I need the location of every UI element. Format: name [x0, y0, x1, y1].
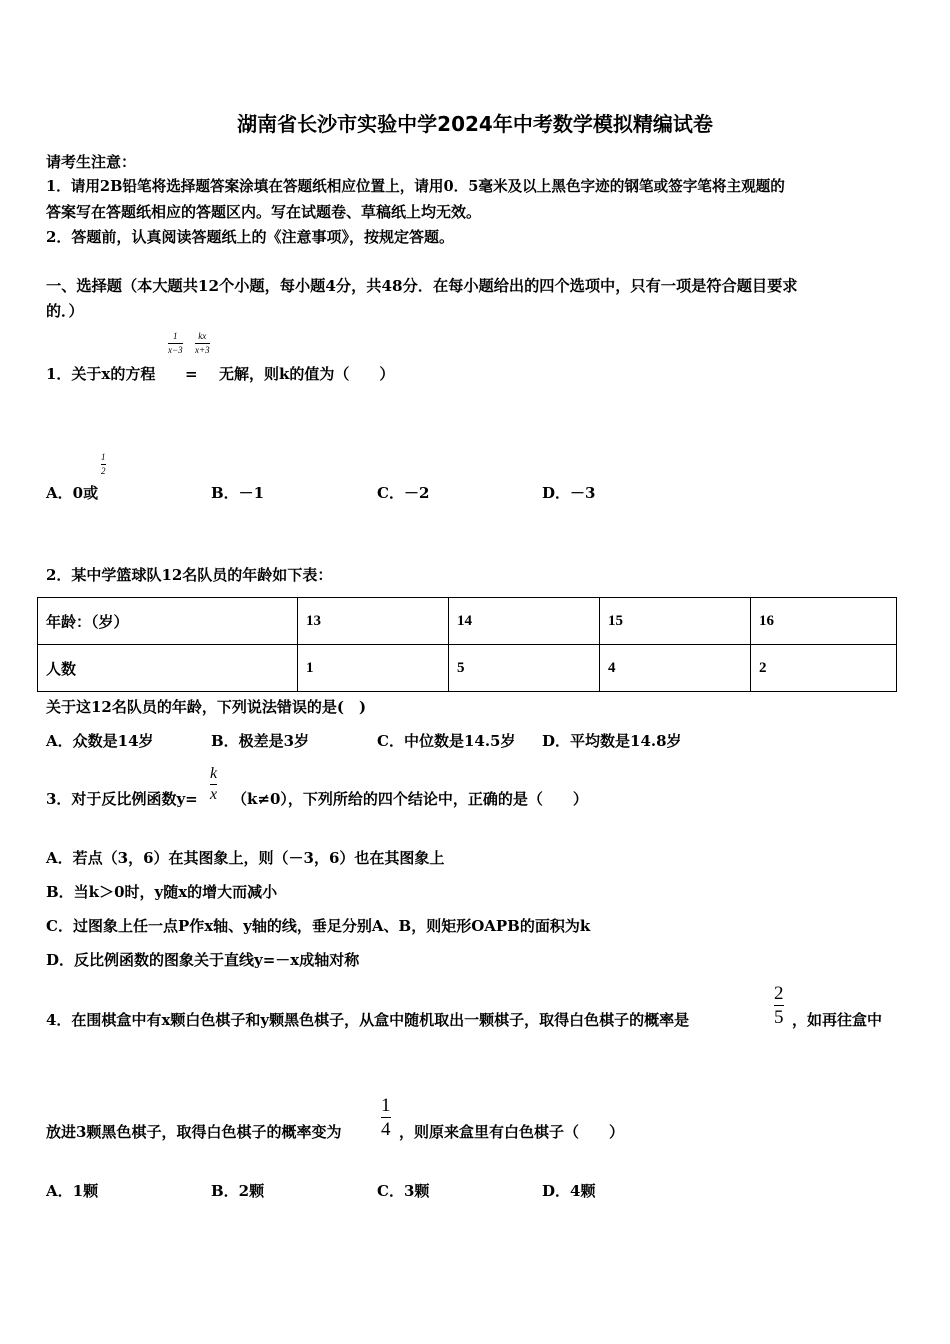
q4-line-1-end: ，如再往盒中 — [792, 1011, 883, 1029]
table-cell: 16 — [751, 598, 897, 645]
q2-option-a: A．众数是14岁 — [46, 732, 154, 750]
q3-option-b: B．当k＞0时，y随x的增大而减小 — [46, 883, 278, 901]
q1-fraction-2 — [195, 332, 210, 355]
q1-fraction-2-den: x+3 — [195, 345, 210, 355]
table-cell: 年龄：（岁） — [38, 598, 298, 645]
q1-option-a-frac-num: 1 — [101, 452, 106, 462]
q2-option-d: D．平均数是14.8岁 — [542, 732, 682, 750]
q4-fraction-1-num: 2 — [774, 983, 784, 1004]
table-cell: 4 — [600, 645, 751, 692]
q1-option-a: A．0或 — [46, 484, 99, 502]
q4-line-1: 4．在围棋盒中有x颗白色棋子和y颗黑色棋子，从盒中随机取出一颗棋子，取得白色棋子的概率是 — [46, 1011, 690, 1029]
q1-stem-prefix: 1．关于x的方程 — [46, 365, 156, 383]
q3-fraction — [210, 766, 217, 803]
notice-line-1b: 答案写在答题纸相应的答题区内。写在试题卷、草稿纸上均无效。 — [46, 203, 482, 221]
table-cell: 1 — [298, 645, 449, 692]
q4-line-2-end: ，则原来盒里有白色棋子（ ） — [399, 1123, 625, 1141]
q2-option-c: C．中位数是14.5岁 — [377, 732, 516, 750]
q1-fraction-1-den: x−3 — [168, 345, 183, 355]
q1-option-a-frac-den: 2 — [101, 466, 106, 476]
notice-heading: 请考生注意： — [46, 153, 137, 171]
table-cell: 14 — [449, 598, 600, 645]
table-row — [38, 598, 897, 645]
section-heading: 一、选择题（本大题共12个小题，每小题4分，共48分．在每小题给出的四个选项中，只有一项是符合题目要求 — [46, 277, 798, 295]
q2-option-b: B．极差是3岁 — [211, 732, 310, 750]
q4-fraction-2-num: 1 — [381, 1095, 391, 1116]
q3-option-d: D．反比例函数的图象关于直线y=－x成轴对称 — [46, 951, 360, 969]
q4-fraction-2 — [381, 1096, 391, 1139]
q4-line-2: 放进3颗黑色棋子，取得白色棋子的概率变为 — [46, 1123, 342, 1141]
table-cell: 2 — [751, 645, 897, 692]
q1-option-b: B．－1 — [211, 484, 265, 502]
table-cell: 13 — [298, 598, 449, 645]
q3-option-a: A．若点（3，6）在其图象上，则（－3，6）也在其图象上 — [46, 849, 445, 867]
q2-stem: 2．某中学篮球队12名队员的年龄如下表： — [46, 566, 333, 584]
q1-equals: = — [185, 365, 198, 383]
table-cell: 5 — [449, 645, 600, 692]
q3-fraction-den: x — [210, 786, 218, 803]
notice-line-2: 2．答题前，认真阅读答题纸上的《注意事项》，按规定答题。 — [46, 228, 454, 246]
q1-option-d: D．－3 — [542, 484, 596, 502]
q4-option-a: A．1颗 — [46, 1182, 99, 1200]
q1-fraction-1-num: 1 — [173, 331, 178, 341]
age-table — [37, 597, 897, 692]
q4-option-c: C．3颗 — [377, 1182, 430, 1200]
table-cell: 人数 — [38, 645, 298, 692]
q4-fraction-2-den: 4 — [381, 1119, 391, 1140]
section-heading-cont: 的．） — [46, 302, 84, 320]
table-cell: 15 — [600, 598, 751, 645]
q1-fraction-1 — [168, 332, 183, 355]
table-row — [38, 645, 897, 692]
q2-question: 关于这12名队员的年龄，下列说法错误的是( ) — [46, 698, 367, 716]
q4-fraction-1-den: 5 — [774, 1007, 784, 1028]
q4-option-d: D．4颗 — [542, 1182, 596, 1200]
q4-option-b: B．2颗 — [211, 1182, 265, 1200]
q1-fraction-2-num: kx — [198, 331, 207, 341]
q3-stem-suffix: （k≠0），下列所给的四个结论中，正确的是（ ） — [232, 790, 588, 808]
notice-line-1a: 1．请用2B铅笔将选择题答案涂填在答题纸相应位置上，请用0．5毫米及以上黑色字迹的钢笔或签字笔将主观题的 — [46, 178, 785, 195]
q1-stem-suffix: 无解，则k的值为（ ） — [219, 365, 395, 383]
q1-option-a-fraction — [101, 453, 106, 476]
page-title: 湖南省长沙市实验中学2024年中考数学模拟精编试卷 — [237, 112, 713, 136]
q1-option-c: C．－2 — [377, 484, 430, 502]
q3-option-c: C．过图象上任一点P作x轴、y轴的线，垂足分别A、B，则矩形OAPB的面积为k — [46, 917, 591, 935]
q3-fraction-num: k — [210, 765, 218, 782]
q3-stem-prefix: 3．对于反比例函数y= — [46, 790, 198, 808]
q4-fraction-1 — [774, 984, 784, 1027]
